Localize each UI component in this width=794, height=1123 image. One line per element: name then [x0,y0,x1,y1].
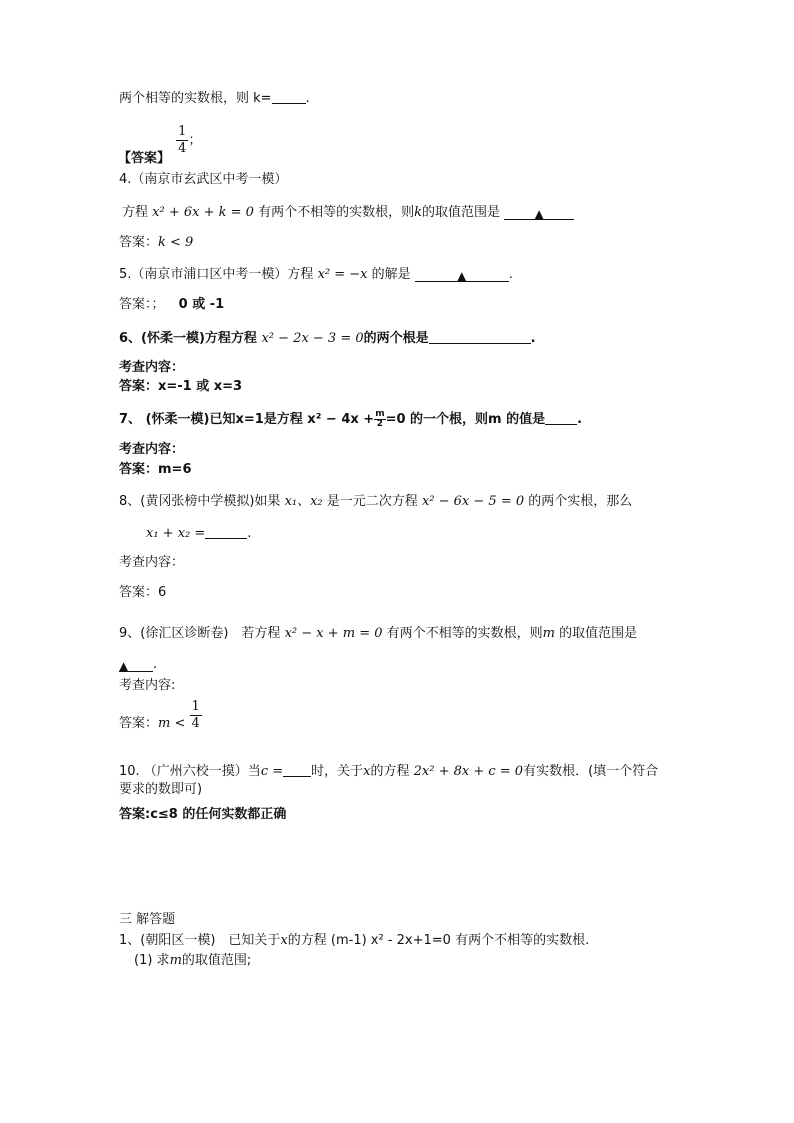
q4-body: 方程 x² + 6x + k = 0 有两个不相等的实数根，则k的取值范围是 ▲ [122,204,574,222]
q10-equation: 2x² + 8x + c = 0 [413,764,524,779]
q5-body: 5.（南京市浦口区中考一模）方程 x² = −x 的解是 ▲ . [119,267,513,283]
q5-answer-blank [415,267,509,282]
q9-answer-blank [119,657,153,672]
q4-answer: 答案：k < 9 [119,235,194,250]
answer-fraction: $\frac{1}{4}$ [178,124,187,156]
q8-body: 8、(黄冈张榜中学模拟)如果 x₁、x₂ 是一元二次方程 x² − 6x − 5 = 0 的两个实根，那么 [119,494,633,509]
q6-body: 6、(怀柔一模)方程方程 x² − 2x − 3 = 0的两个根是 . [119,331,536,346]
q9-equation: x² − x + m = 0 [284,626,383,641]
q6-answer: 答案：x=-1 或 x=3 [119,379,243,394]
q8-line2: x₁ + x₂ = . [146,526,252,541]
s3-q1-sub: (1) 求m的取值范围; [134,953,252,968]
q6-answer-blank [429,329,531,344]
q-prev-text: 两个相等的实数根，则 k= [119,91,272,106]
q7-content-label: 考查内容： [119,442,185,457]
q10-answer-blank [283,762,311,777]
q5-equation: x² = −x [317,267,368,282]
q7-answer: 答案：m=6 [119,462,192,477]
q6-equation: x² − 2x − 3 = 0 [261,331,364,346]
q7-answer-blank [545,410,577,425]
q9-answer: 答案：m < $\frac{1}{4}$ [119,699,200,731]
q4-equation: x² + 6x + k = 0 [152,205,254,220]
triangle-mark-icon: ▲ [534,207,544,221]
answer-label: 【答案】 [118,151,171,166]
q4-answer-value: k < 9 [158,235,194,250]
s3-q1: 1、(朝阳区一模) 已知关于x的方程 (m-1) x² - 2x+1=0 有两个不相等的实数根. [119,933,590,948]
triangle-mark-icon: ▲ [457,269,467,283]
q7-body: 7、 (怀柔一模)已知x=1是方程 x² − 4x + $\frac{m}{2}$ =0 的一个根，则m 的值是 . [119,409,583,429]
triangle-mark-icon: ▲ [119,659,129,673]
q9-line2: ▲ . [119,657,158,673]
q5-answer-value: 0 或 -1 [178,297,225,312]
q7-fraction: $\frac{m}{2}$ [375,409,385,429]
q4-title: 4.（南京市玄武区中考一模） [119,172,288,187]
q4-source: （南京市玄武区中考一模） [131,172,288,187]
answer-blank [272,89,306,104]
q8-equation: x² − 6x − 5 = 0 [421,494,525,509]
q6-content-label: 考查内容： [119,360,185,375]
q-prev-line: 两个相等的实数根，则 k= . [119,91,310,106]
section-title: 三 解答题 [119,912,176,927]
q4-answer-blank [504,205,574,220]
q10-line2: 要求的数即可) [119,782,203,797]
q5-answer: 答案：； 0 或 -1 [119,297,225,312]
q8-content-label: 考查内容： [119,555,185,570]
q9-body: 9、(徐汇区诊断卷) 若方程 x² − x + m = 0 有两个不相等的实数根，则m 的取值范围是 [119,626,638,641]
q8-answer: 答案：6 [119,585,167,600]
q9-content-label: 考查内容: [119,678,176,693]
q10-body: 10. （广州六校一摸）当c = 时，关于x的方程 2x² + 8x + c = 0有实数根．(填一个符合 [119,764,659,779]
q-prev-answer: 【答案】 $\frac{1}{4}$ ； [118,124,202,166]
q8-answer-blank [205,524,247,539]
q9-answer-fraction: $\frac{1}{4}$ [191,699,200,731]
q10-answer: 答案:c≤8 的任何实数都正确 [119,807,287,822]
